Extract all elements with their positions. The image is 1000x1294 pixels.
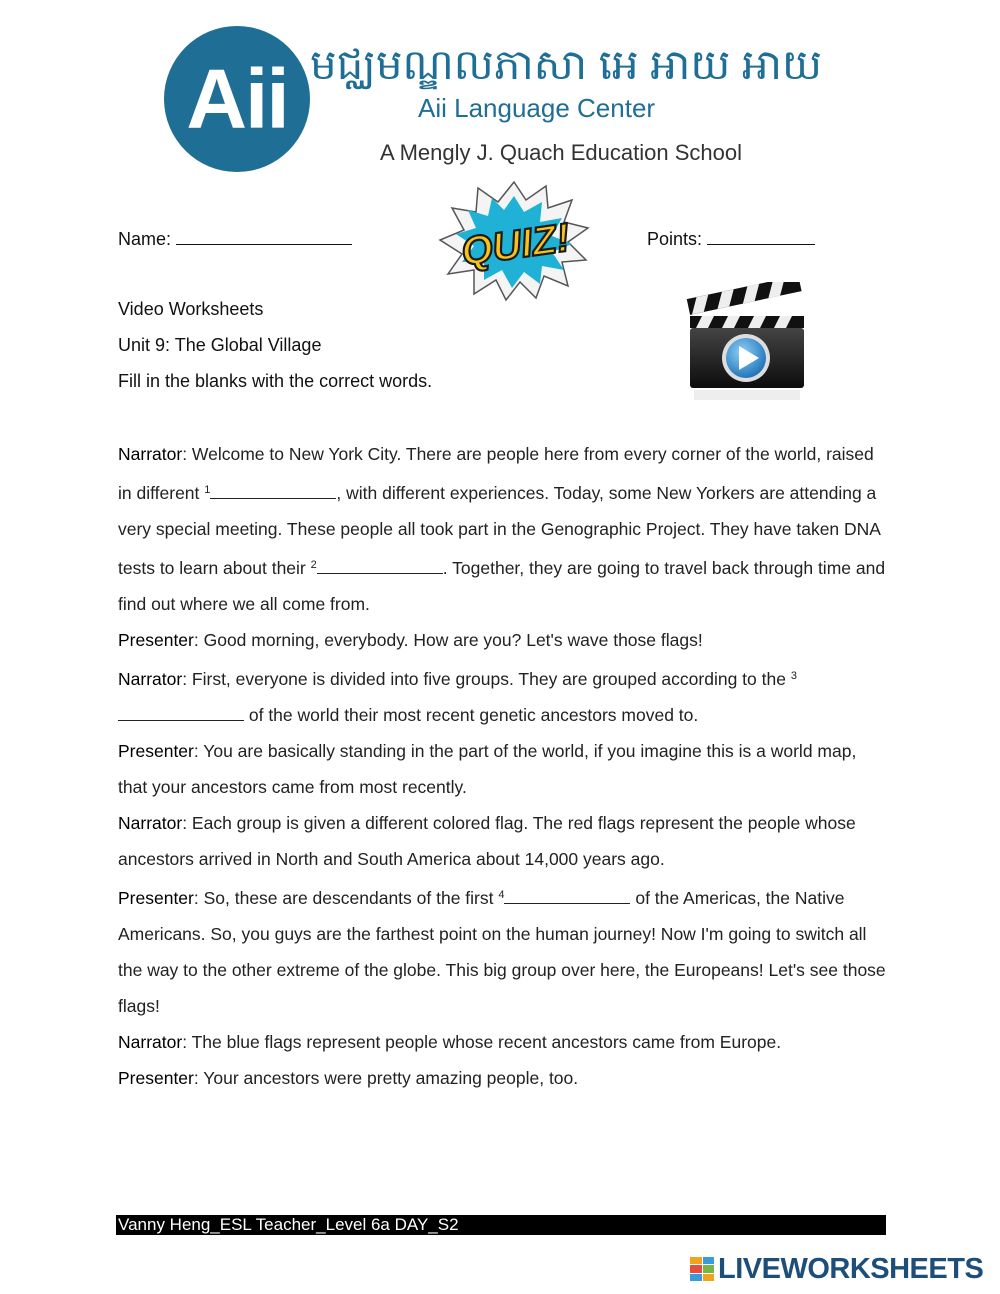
khmer-center-name: មជ្ឈមណ្ឌលភាសា អេ អាយ អាយ: [310, 41, 823, 88]
points-label: Points:: [647, 229, 708, 249]
speaker-name: Presenter: [118, 888, 194, 908]
unit-title: Unit 9: The Global Village: [118, 335, 322, 355]
name-blank[interactable]: [176, 228, 352, 245]
blank-number: 2: [310, 559, 317, 571]
teacher-credit-bar: Vanny Heng_ESL Teacher_Level 6a DAY_S2: [116, 1215, 886, 1235]
points-field: [647, 228, 815, 250]
speaker-name: Narrator: [118, 669, 183, 689]
name-label: Name:: [118, 229, 177, 249]
points-blank[interactable]: [707, 228, 815, 245]
video-clapper-icon: [686, 282, 808, 408]
worksheet-type: Video Worksheets: [118, 299, 264, 319]
blank-number: 1: [204, 484, 211, 496]
instructions: Fill in the blanks with the correct words.: [118, 371, 433, 391]
speaker-name: Narrator: [118, 444, 183, 464]
dialogue-line: Presenter: Your ancestors were pretty amazing people, too.: [118, 1068, 579, 1088]
school-logo: Aii: [164, 26, 310, 172]
dialogue-line: Presenter: You are basically standing in the part of the world, if you imagine this is a world map, that your ancestors came from most recently.: [118, 741, 857, 797]
blank-number: 3: [790, 670, 797, 682]
dialogue-line: Presenter: So, these are descendants of the first $^4$ of the Americas, the Native Americans. So, you guys are the farthest point on the human journey! Now I'm going to switch all the way to the other extreme of the globe. This big group over here, the Europeans! Let's see those flags!: [118, 888, 886, 1016]
liveworksheets-icon: [690, 1257, 714, 1281]
blank-number: 4: [498, 889, 505, 901]
blank-1-input[interactable]: [210, 485, 336, 499]
dialogue-line: Presenter: Good morning, everybody. How are you? Let's wave those flags!: [118, 630, 703, 650]
quiz-text: QUIZ!: [458, 215, 573, 275]
center-name: Aii Language Center: [418, 93, 656, 123]
dialogue-line: Narrator: The blue flags represent people whose recent ancestors came from Europe.: [118, 1032, 782, 1052]
speaker-name: Presenter: [118, 630, 194, 650]
quiz-badge: [436, 178, 592, 302]
name-field: [118, 228, 352, 250]
speaker-name: Presenter: [118, 1068, 194, 1088]
blank-3-input[interactable]: [118, 707, 244, 721]
dialogue-text: [118, 436, 888, 1096]
school-name: A Mengly J. Quach Education School: [380, 140, 742, 165]
blank-2-input[interactable]: [317, 560, 443, 574]
liveworksheets-text: LIVEWORKSHEETS: [718, 1252, 984, 1285]
speaker-name: Presenter: [118, 741, 194, 761]
liveworksheets-logo: [690, 1252, 983, 1286]
blank-4-input[interactable]: [504, 890, 630, 904]
speaker-name: Narrator: [118, 1032, 183, 1052]
dialogue-line: Narrator: Welcome to New York City. There are people here from every corner of the world, raised in different $^1$ , with different experiences. Today, some New Yorkers are attending a very special meeting. These people all took part in the Genographic Project. They have taken DNA tests to learn about their $^2$ . Together, they are going to travel back through time and find out where we all come from.: [118, 444, 886, 614]
speaker-name: Narrator: [118, 813, 183, 833]
dialogue-line: Narrator: First, everyone is divided into five groups. They are grouped according to the $^3$ of the world their most recent genetic ancestors moved to.: [118, 669, 797, 725]
dialogue-line: Narrator: Each group is given a different colored flag. The red flags represent the people whose ancestors arrived in North and South America about 14,000 years ago.: [118, 813, 856, 869]
